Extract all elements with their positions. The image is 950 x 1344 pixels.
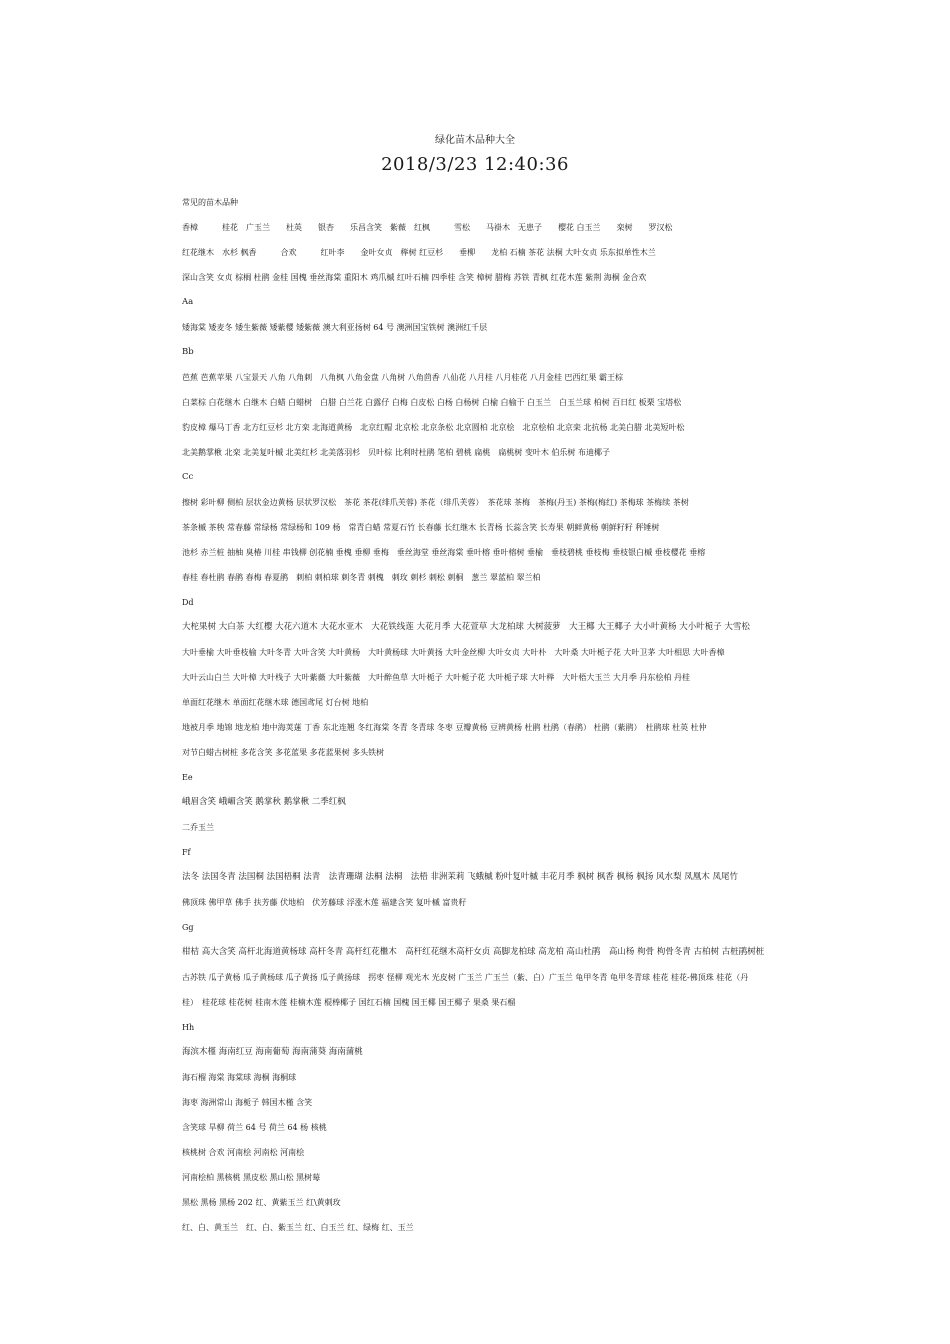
document-body (182, 190, 802, 1240)
text-line: 矮海棠 矮麦冬 矮生紫薇 矮紫樱 矮紫薇 澳大利亚扬树 64 号 澳洲国宝铁树 澳洲红千层 (182, 323, 488, 332)
text-line: 常见的苗木品种 (182, 198, 238, 207)
text-line: 白菜棕 白花继木 白继木 白蜡 白蜡树 白腊 白兰花 白露仔 白梅 白皮松 白杨 白杨树 白榆 白榆干 白玉兰 白玉兰球 柏树 百日红 板栗 宝塔松 (182, 398, 682, 407)
section-heading: Bb (182, 347, 194, 357)
text-line: 单面红花继木 单面红花继木球 德国鸢尾 灯台树 地柏 (182, 698, 369, 707)
text-line: 核桃树 合欢 河南桧 河南松 河南桧 (182, 1148, 305, 1157)
section-heading: Cc (182, 472, 194, 482)
text-line: 北美鹅掌楸 北栾 北美复叶槭 北美红杉 北美落羽杉 贝叶棕 比利时杜鹃 笔柏 碧桃 扁桃 扁桃树 变叶木 伯乐树 布迪椰子 (182, 448, 610, 457)
text-line: 春桂 春杜鹃 春鹃 春梅 春夏鹃 刺柏 刺柏球 刺冬青 刺槐 刺玫 刺杉 刺松 刺桐 葱兰 翠蓝柏 翠兰柏 (182, 573, 541, 582)
text-line: 大叶云山白兰 大叶樟 大叶栈子 大叶紫薇 大叶紫薇 大叶醉鱼草 大叶栀子 大叶栀子花 大叶栀子球 大叶榉 大叶梧大玉兰 大月季 丹东桧柏 丹桂 (182, 673, 690, 682)
section-heading: 法冬 法国冬青 法国桐 法国梧桐 法青 法青珊瑚 法桐 法桐 法梧 非洲茉莉 飞蛾槭 粉叶复叶槭 丰花月季 枫树 枫香 枫杨 枫扬 风水梨 凤凰木 凤尾竹 (182, 872, 738, 882)
text-line: 含笑球 旱柳 荷兰 64 号 荷兰 64 杨 核桃 (182, 1123, 327, 1132)
text-line: 二乔玉兰 (182, 823, 214, 832)
text-line: 池杉 赤兰桩 抽柚 臭椿 川桂 串钱柳 创花楠 垂槐 垂柳 垂梅 垂丝海堂 垂丝海棠 垂叶榕 垂叶榕树 垂榆 垂枝碧桃 垂枝梅 垂枝银白槭 垂枝樱花 垂榕 (182, 548, 706, 557)
section-heading: 大柁果树 大白茶 大红樱 大花六道木 大花水亚木 大花铁线莲 大花月季 大花萱草 大龙柏球 大树菠萝 大王椰 大王椰子 大小叶黄杨 大小叶栀子 大雪松 (182, 622, 750, 632)
text-line: 海枣 海洲常山 海栀子 韩国木槿 含笑 (182, 1098, 313, 1107)
text-line: 深山含笑 女贞 棕榈 杜鹃 金桂 国槐 垂丝海棠 重阳木 鸡爪槭 红叶石楠 四季桂 含笑 樟树 腊梅 苏铁 青枫 红花木莲 紫荆 海桐 金合欢 (182, 273, 647, 282)
text-line: 古苏铁 瓜子黄杨 瓜子黄杨球 瓜子黄扬 瓜子黄扬球 拐枣 怪柳 观光木 光皮树 广玉兰 广玉兰（紫、白）广玉兰 龟甲冬青 龟甲冬青球 桂花 桂花-佛顶珠 桂花（丹 (182, 973, 749, 982)
text-line: 黑松 黑杨 黑杨 202 红、黄紫玉兰 红\黄刺玫 (182, 1198, 341, 1207)
text-line: Ff (182, 848, 191, 857)
document-datetime: 2018/3/23 12:40:36 (381, 154, 569, 175)
text-line: 茶条槭 茶秧 常春藤 常绿杨 常绿杨和 109 杨 常青白蜡 常夏石竹 长春藤 长红继木 长青杨 长蕊含笑 长寿果 朝鲜黄杨 朝鲜籽籽 秤锤树 (182, 523, 660, 532)
text-line: 香樟 桂花 广玉兰 杜英 银杏 乐昌含笑 紫薇 红枫 雪松 马褂木 无患子 樱花 白玉兰 栾树 罗汉松 (182, 223, 673, 232)
section-heading: 柑桔 高大含笑 高杆北海道黄杨球 高杆冬青 高杆红花檵木 高杆红花继木高杆女贞 高脚龙柏球 高龙柏 高山杜鹃 高山杨 枸骨 枸骨冬青 古柏树 古桩鹃树桩 (182, 947, 765, 957)
text-line: 擦树 彩叶柳 侧柏 层状金边黄杨 层状罗汉松 茶花 茶花(绯爪芙蓉) 茶花（绯爪芙蓉） 茶花球 茶梅 茶梅(丹玉) 茶梅(梅红) 茶梅球 茶梅续 茶树 (182, 498, 689, 507)
section-heading: 峨眉含笑 峨嵋含笑 鹅掌秋 鹅掌楸 二季红枫 (182, 797, 346, 807)
text-line: 豹皮樟 爆马丁香 北方红豆杉 北方栾 北海道黄杨 北京红帽 北京松 北京条松 北京圆柏 北京桧 北京桧柏 北京栾 北抗杨 北美白腊 北美短叶松 (182, 423, 685, 432)
text-line: 大叶垂榆 大叶垂枝榆 大叶冬青 大叶含笑 大叶黄杨 大叶黄杨球 大叶黄扬 大叶金丝柳 大叶女贞 大叶朴 大叶桑 大叶栀子花 大叶卫茅 大叶相思 大叶香樟 (182, 648, 725, 657)
text-line: Ee (182, 773, 193, 782)
document-title: 绿化苗木品种大全 (435, 135, 515, 146)
text-line: 地被月季 地锦 地龙柏 地中海荚蒾 丁香 东北连翘 冬红海棠 冬青 冬青球 冬枣 豆瓣黄杨 豆辨黄杨 杜鹃 杜鹃（春鹃） 杜鹃（紫鹃） 杜鹃球 杜英 杜仲 (182, 723, 707, 732)
text-line: Hh (182, 1023, 195, 1032)
text-line: 芭蕉 芭蕉苹果 八宝景天 八角 八角刺 八角枫 八角金盘 八角树 八角茴香 八仙花 八月桂 八月桂花 八月金桂 巴西红果 霸王棕 (182, 373, 624, 382)
text-line: 桂） 桂花球 桂花树 桂南木莲 桂楠木莲 棍棒椰子 国红石楠 国槐 国王椰 国王椰子 果桑 果石榴 (182, 998, 516, 1007)
text-line: 红、白、黄玉兰 红、白、紫玉兰 红、白玉兰 红、绿梅 红、玉兰 (182, 1223, 414, 1232)
text-line: Dd (182, 598, 194, 607)
section-heading: Aa (182, 297, 194, 307)
text-line: 海石榴 海棠 海棠球 海桐 海桐球 (182, 1073, 297, 1082)
section-heading: 海滨木槿 海南红豆 海南葡萄 海南蒲葵 海南蒲桃 (182, 1047, 363, 1057)
text-line: 对节白蜡古树桩 多花含笑 多花蓝果 多花蓝果树 多头铁树 (182, 748, 385, 757)
text-line: 佛顶珠 佛甲草 佛手 扶芳藤 伏地柏 伏芳藤球 浮涨木莲 福建含笑 复叶槭 富贵籽 (182, 898, 467, 907)
text-line: 红花继木 水杉 枫香 合欢 红叶李 金叶女贞 榉树 红豆杉 垂柳 龙柏 石楠 茶花 法桐 大叶女贞 乐东拟单性木兰 (182, 248, 656, 257)
text-line: Gg (182, 923, 194, 932)
text-line: 河南桧柏 黑核桃 黑皮松 黑山松 黑树莓 (182, 1173, 321, 1182)
